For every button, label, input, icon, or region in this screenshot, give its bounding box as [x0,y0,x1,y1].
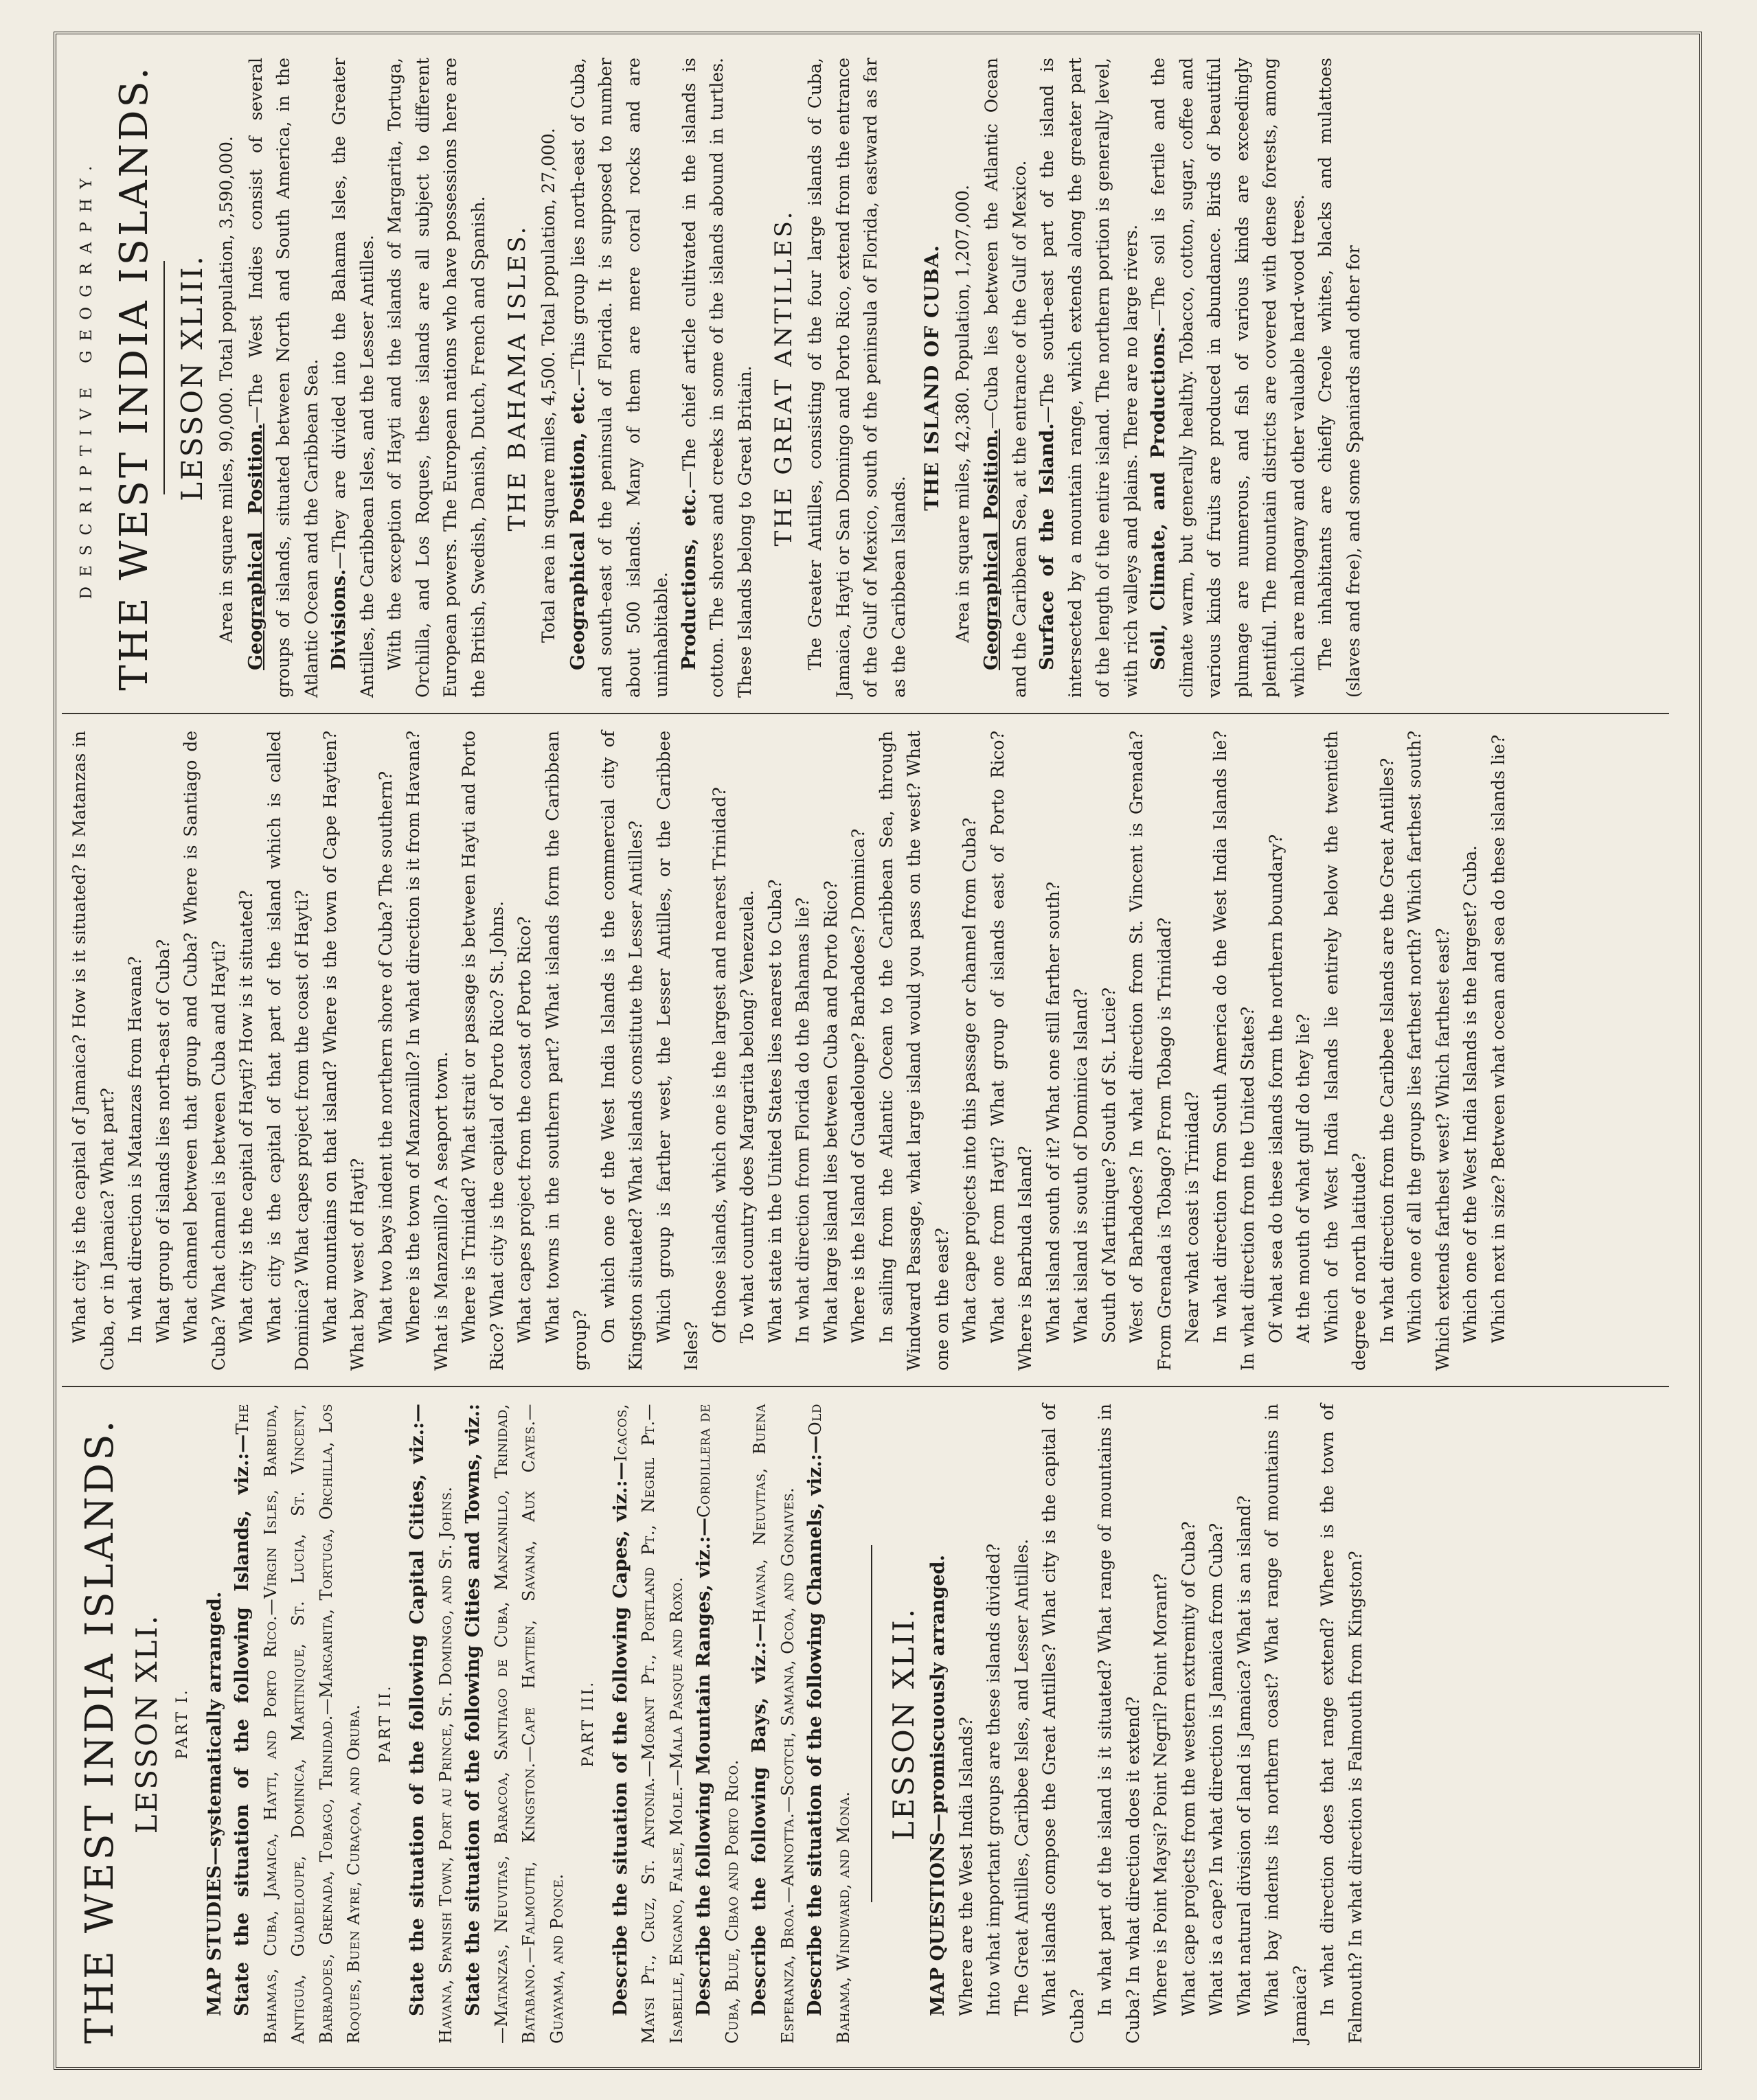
question: What islands compose the Great Antilles? What city is the capital of Cuba? [1039,1404,1087,2044]
question: What large island lies between Cuba and Porto Rico? [820,880,841,1343]
question: In what direction is Matanzas from Havana? [125,956,145,1343]
question: Which one of the West India Islands is the largest? Cuba. [1460,845,1480,1343]
lesson-43-title: LESSON XLIII. [175,254,209,501]
column-middle [62,714,1683,1387]
ranges-question: Describe the following Mountain Ranges, viz.:— [693,1517,714,2016]
question: What bay indents its northern coast? What range of mountains in Jamaica? [1262,1404,1310,2044]
question: Into what important groups are these islands divided? [984,1543,1004,2016]
productions-paragraph [676,58,760,698]
geo-position-label: Geographical Position. [245,423,267,670]
question: On which one of the West India Islands is the commercial city of Kingston situated? What islands constitute the Lesser Antilles? [598,731,646,1371]
question: The Great Antilles, Caribbee Isles, and Lesser Antilles. [1011,1538,1032,2016]
cities-question: State the situation of the following Cities and Towns, viz.: [462,1404,484,2016]
divisions-text: —They are divided into the Bahama Isles, the Greater Antilles, the Caribbean Isles, and the Lesser Antilles. [329,58,377,698]
page-title-left: THE WEST INDIA ISLANDS. [78,1417,122,2044]
question: Where is the Island of Guadeloupe? Barbadoes? Dominica? [848,828,868,1343]
question: At the mouth of what gulf do they lie? [1293,1014,1313,1343]
question: South of Martinique? South of St. Lucie? [1098,987,1119,1343]
soil-text: —The soil is fertile and the climate warm, but generally healthy. Tobacco, cotton, sugar, coffee and various kinds of fruits are produced in abundance. Birds of beautiful plumage are numerous, and fish of various kinds are exceedingly plentiful. The mountain districts are covered with dense forests, among which are mahogany and other valuable hard-wood trees. [1148,58,1308,698]
capitals-question: State the situation of the following Capital Cities, viz.:— [407,1404,428,2016]
question: Where are the West India Islands? [955,1717,976,2016]
surface-paragraph [1034,58,1145,698]
divider [871,1545,872,1902]
question: Which group is farther west, the Lesser Antilles, or the Caribbee Isles? [653,731,701,1371]
question: Which one of all the groups lies farthest north? Which farthest south? Which extends farthest west? Which farthest east? [1405,731,1453,1371]
geo-position-text: —The West Indies consist of several groups of islands, situated between North and South America, in the Atlantic Ocean and the Caribbean Sea. [245,58,321,698]
question: In what direction from the Caribbee Islands are the Great Antilles? [1376,757,1397,1343]
question: What is a cape? In what direction is Jamaica from Cuba? [1206,1522,1226,2016]
question: Where is Trinidad? What strait or passage is between Hayti and Porto Rico? What city is the capital of Porto Rico? St. Johns. [459,731,507,1371]
area-line: Area in square miles, 90,000. Total population, 3,590,000. [216,136,236,643]
ranges-list: Cordillera de Cuba, Blue, Cibao and Porto Rico. [694,1404,742,2044]
question: To what country does Margarita belong? Venezuela. [737,890,757,1343]
map-questions-heading: MAP QUESTIONS—promiscuously arranged. [927,1555,949,2016]
bays-paragraph [746,1404,802,2044]
rotated-page [62,41,1683,2060]
antilles-title: THE GREAT ANTILLES. [770,209,797,547]
bays-list: Havana, Neuvitas, Buena Esperanza, Broa.—Annotta.—Scotch, Samana, Ocoa, and Gonaives. [750,1404,797,2044]
productions-text: —The chief article cultivated in the islands is cotton. The shores and creeks in some of the islands abound in turtles. These Islands belong to Great Britain. [679,58,755,698]
question: In what part of the island is it situated? What range of mountains in Cuba? In what direction does it extend? [1095,1404,1143,2044]
capitals-paragraph [404,1404,460,2044]
divisions-paragraph-2: With the exception of Hayti and the islands of Margarita, Tortuga, Orchilla, and Los Roques, these islands are all subject to different European powers. The European nations who have possessions here are the British, Swedish, Danish, Dutch, French and Spanish. [385,58,488,698]
questions-list-a [953,1404,1370,2044]
bahama-area-line: Total area in square miles, 4,500. Total population, 27,000. [539,128,558,643]
soil-paragraph [1145,58,1312,698]
part-2-label: PART II. [376,1684,394,1764]
divisions-label: Divisions. [328,569,350,670]
ranges-paragraph [690,1404,746,2044]
bahama-geo-paragraph [565,58,676,698]
column-right [62,41,1683,714]
inhabitants-paragraph: The inhabitants are chiefly Creole whites, blacks and mulattoes (slaves and free), and some Spaniards and other for [1315,58,1363,698]
islands-paragraph [229,1404,368,2044]
question: Which of the West India Islands lie entirely below the twentieth degree of north latitude? [1321,731,1369,1371]
cuba-title: THE ISLAND OF CUBA. [920,244,943,511]
question: Of those islands, which one is the largest and nearest Trinidad? [709,787,729,1343]
page-title-right: THE WEST INDIA ISLANDS. [112,65,157,691]
question: What city is the capital of Hayti? How is it situated? [236,890,256,1343]
column-left [62,1387,1683,2060]
question: In sailing from the Atlantic Ocean to the Caribbean Sea, through Windward Passage, what large island would you pass on the west? What one on the east? [876,731,952,1371]
question: What capes project from the coast of Porto Rico? [514,916,534,1343]
part-3-label: PART III. [580,1680,597,1768]
islands-list: The Bahamas, Cuba, Jamaica, Hayti, and Porto Rico.—Virgin Isles, Barbuda, Antigua, Guadeloupe, Dominica, Martinique, St. Lucia, St. Vincent, Barbadoes, Grenada, Tobago, Trinidad.—Margarita, Tortuga, Orchilla, Los Roques, Buen Ayre, Curaçoa, and Oruba. [233,1404,363,2044]
question: West of Barbadoes? In what direction from St. Vincent is Grenada? From Grenada is Tobago? From Tobago is Trinidad? [1126,731,1175,1371]
question: Of what sea do these islands form the northern boundary? [1265,834,1286,1343]
channels-question: Describe the situation of the following Channels, viz.:— [804,1435,826,2016]
question: Where is Point Maysi? Point Negril? Point Morant? [1150,1573,1170,2016]
cities-list: —Matanzas, Neuvitas, Baracoa, Santiago de Cuba, Manzanillo, Trinidad, Batabano.—Falmouth, Kingston.—Cape Haytien, Savana, Aux Cayes.—Guayama, and Ponce. [491,1404,567,2044]
channels-paragraph [802,1404,857,2044]
bahama-title: THE BAHAMA ISLES. [503,224,531,532]
islands-question: State the situation of the following Islands, viz.:— [231,1434,253,2016]
channels-list: Old Bahama, Windward, and Mona. [806,1404,853,2044]
geo-position-paragraph [242,58,326,698]
lesson-42-title: LESSON XLII. [887,1606,920,1841]
capitals-list: Havana, Spanish Town, Port au Prince, St. Domingo, and St. Johns. [435,1486,455,2044]
part-1-label: PART I. [174,1688,191,1759]
question: In what direction from Florida do the Bahamas lie? [793,897,813,1343]
question: What city is the capital of Jamaica? How is it situated? Is Matanzas in Cuba, or in Jamaica? What part? [69,731,117,1371]
capes-paragraph [607,1404,691,2044]
question: What channel between that group and Cuba? Where is Santiago de Cuba? What channel is between Cuba and Hayti? [181,731,229,1371]
question: What towns in the southern part? What islands form the Caribbean group? [542,731,590,1371]
productions-label: Productions, etc. [678,488,700,670]
bays-question: Describe the following Bays, viz.:— [749,1623,770,2016]
cuba-geo-text: —Cuba lies between the Atlantic Ocean and the Caribbean Sea, at the entrance of the Gulf of Mexico. [982,57,1030,698]
cuba-geo-label: Geographical Position. [981,429,1002,670]
question: What one from Hayti? What group of islands east of Porto Rico? Where is Barbuda Island? [987,731,1035,1371]
cuba-area-line: Area in square miles, 42,380. Population, 1,207,000. [952,185,973,643]
lesson-41-title: LESSON XLI. [130,1613,163,1834]
cuba-geo-paragraph [978,58,1034,698]
bahama-geo-text: —This group lies north-east of Cuba, and south-east of the peninsula of Florida. It is supposed to number about 500 islands. Many of them are mere coral rocks and are uninhabitable. [567,58,671,698]
surface-label: Surface of the Island. [1036,423,1058,670]
question: In what direction from South America do the West India Islands lie? In what direction from the United States? [1210,731,1258,1371]
question: What natural division of land is Jamaica? What is an island? [1234,1495,1254,2016]
question: In what direction does that range extend? Where is the town of Falmouth? In what direction is Falmouth from Kingston? [1317,1404,1365,2044]
map-studies-heading: MAP STUDIES—systematically arranged. [203,1591,225,2016]
antilles-paragraph: The Greater Antilles, consisting of the four large islands of Cuba, Jamaica, Hayti or San Domingo and Porto Rico, extend from the entrance of the Gulf of Mexico, south of the peninsula of Florida, eastward as far as the Caribbean Islands. [805,58,909,698]
capes-list: Icacos, Maysi Pt., Cruz, St. Antonia.—Morant Pt., Portland Pt., Negril Pt.—Isabelle, Engano, False, Mole.—Mala Pasque and Roxo. [611,1404,686,2044]
question: Near what coast is Trinidad? [1182,1091,1202,1343]
question: Where is the town of Manzanillo? In what direction is it from Havana? What is Manzanillo? A seaport town. [403,731,451,1371]
question: What city is the capital of that part of the island which is called Dominica? What capes project from the coast of Hayti? [264,731,312,1371]
question: Which next in size? Between what ocean and sea do these islands lie? [1488,734,1508,1343]
running-head: DESCRIPTIVE GEOGRAPHY. [78,156,95,600]
surface-text: —The south-east part of the island is intersected by a mountain range, which extends along the greater part of the length of the entire island. The northern portion is generally level, with rich valleys and plains. There are no large rivers. [1037,58,1141,698]
question: What state in the United States lies nearest to Cuba? [764,879,785,1343]
divider [163,261,165,494]
bahama-geo-label: Geographical Position, etc. [567,386,589,670]
divisions-paragraph [326,58,381,698]
question: What island south of it? What one still farther south? [1043,881,1063,1343]
capes-question: Describe the situation of the following Capes, viz.:— [609,1461,631,2016]
soil-label: Soil, Climate, and Productions. [1148,326,1169,670]
question: What two bays indent the northern shore of Cuba? The southern? [375,771,396,1343]
question: What cape projects from the western extremity of Cuba? [1178,1521,1199,2016]
question: What group of islands lies north-east of Cuba? [152,939,173,1343]
question: What island is south of Dominica Island? [1071,988,1091,1343]
cities-paragraph [460,1404,571,2044]
question: What mountains on that island? Where is the town of Cape Haytien? What bay west of Hayti? [319,731,367,1371]
question: What cape projects into this passage or channel from Cuba? [960,817,979,1343]
